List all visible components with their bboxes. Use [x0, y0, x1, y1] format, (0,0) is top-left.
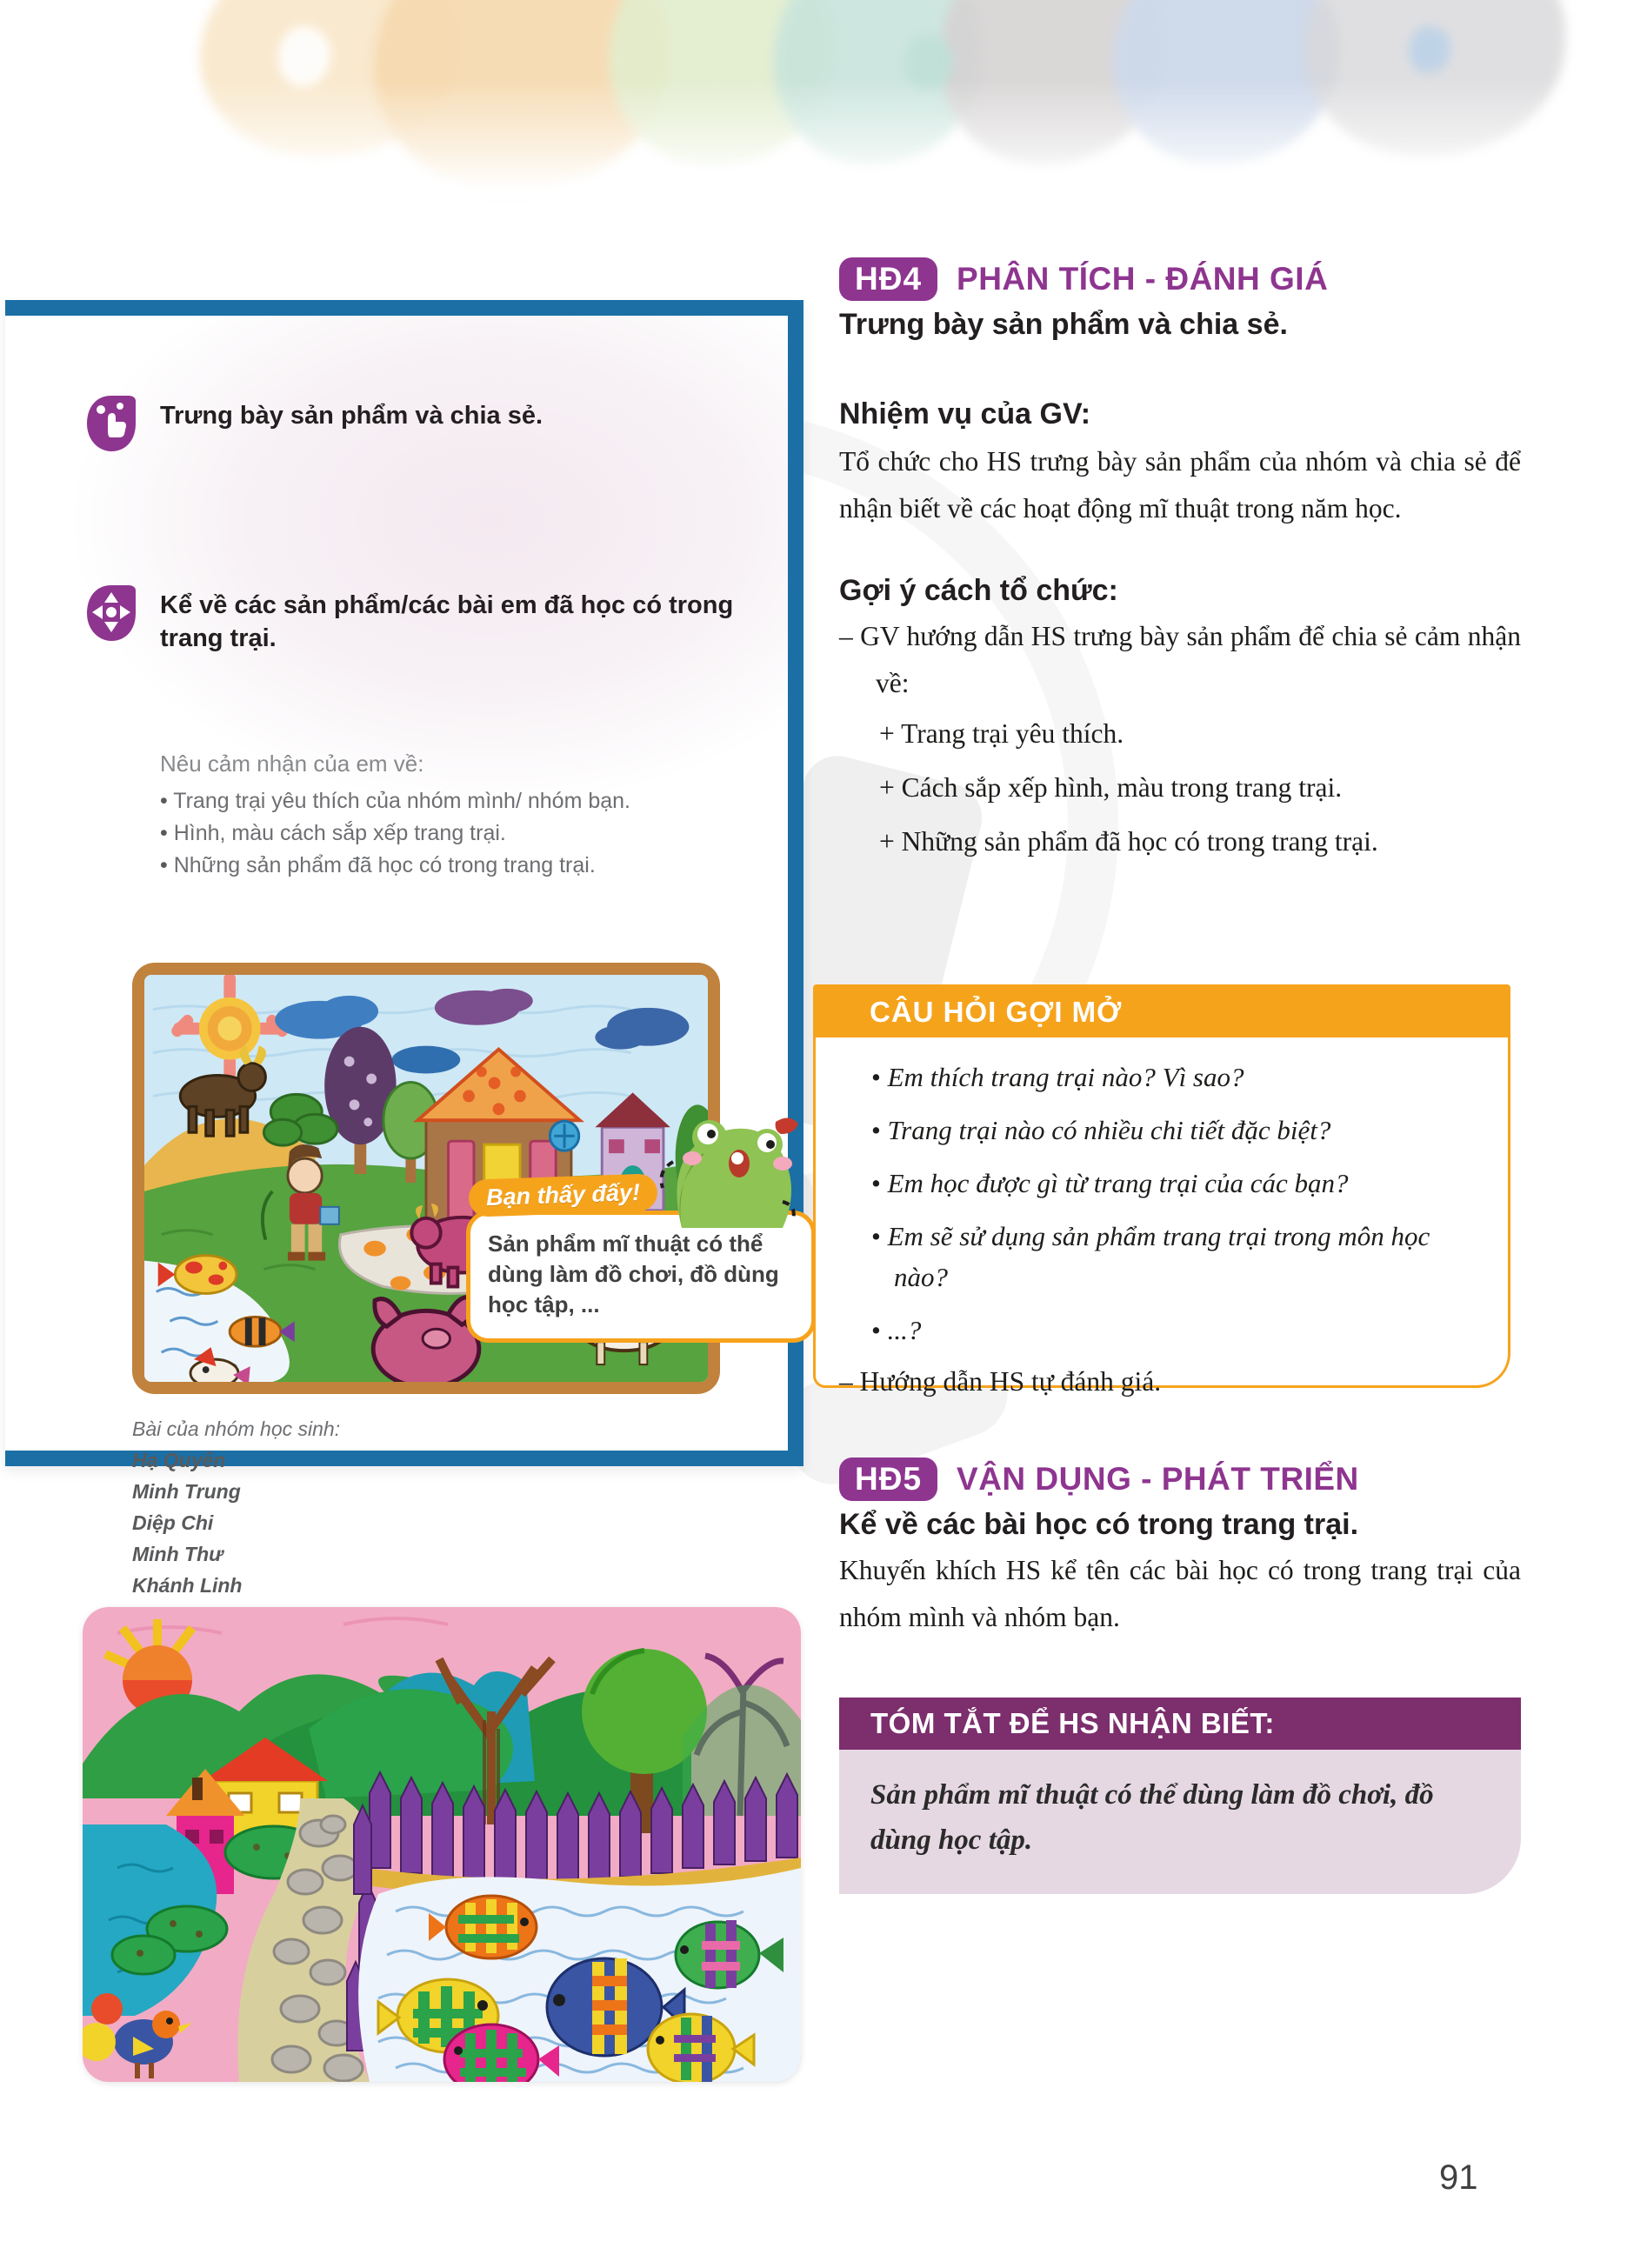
activity-share-title: Trưng bày sản phẩm và chia sẻ. — [160, 402, 543, 430]
hd5-title: VẬN DỤNG - PHÁT TRIỂN — [957, 1461, 1359, 1497]
org-item: + Những sản phẩm đã học có trong trang trại. — [879, 826, 1378, 857]
hd5-subtitle: Kể về các bài học có trong trang trại. — [839, 1508, 1359, 1541]
callout-label: Bạn thấy đấy! — [468, 1173, 657, 1217]
credit-name: Minh Thư — [132, 1543, 223, 1565]
guiding-question: • ...? — [871, 1310, 1482, 1351]
guiding-question: • Em thích trang trại nào? Vì sao? — [871, 1057, 1482, 1097]
credit-name: Diệp Chi — [132, 1511, 214, 1534]
summary-box — [839, 1698, 1521, 1894]
activity-share-intro: Nêu cảm nhận của em về: — [160, 750, 424, 777]
gv-task-heading: Nhiệm vụ của GV: — [839, 397, 1091, 430]
bullet-item: • Những sản phẩm đã học có trong trang trại. — [160, 850, 630, 882]
guiding-questions-box — [813, 984, 1510, 1388]
credit-name: Khánh Linh — [132, 1574, 243, 1597]
credit-name: Minh Trung — [132, 1480, 241, 1503]
credits-heading: Bài của nhóm học sinh: — [132, 1418, 341, 1440]
display-share-icon — [82, 392, 141, 455]
teacher-guide-column — [839, 257, 1521, 1856]
summary-box-text: Sản phẩm mĩ thuật có thể dùng làm đồ chơi, đồ dùng học tập. — [839, 1750, 1521, 1894]
activity-tell-title: Kể về các sản phẩm/các bài em đã học có trong trang trại. — [160, 591, 734, 652]
org-item: + Cách sắp xếp hình, màu trong trang trại. — [879, 772, 1343, 803]
org-heading: Gợi ý cách tổ chức: — [839, 574, 1118, 607]
hd4-badge: HĐ4 — [839, 257, 937, 301]
callout-text: Sản phẩm mĩ thuật có thể dùng làm đồ chơi, đồ dùng học tập, ... — [488, 1231, 779, 1317]
credit-name: Hạ Quyên — [132, 1449, 226, 1471]
org-lead: – GV hướng dẫn HS trưng bày sản phẩm để chia sẻ cảm nhận về: — [839, 621, 1521, 698]
student-artwork-fishpond — [83, 1607, 801, 2082]
gv-task-text: Tổ chức cho HS trưng bày sản phẩm của nhóm và chia sẻ để nhận biết về các hoạt động mĩ thuật trong năm học. — [839, 446, 1521, 524]
guiding-question: • Em sẽ sử dụng sản phẩm trang trại trong môn học nào? — [871, 1216, 1482, 1297]
bullet-item: • Hình, màu cách sắp xếp trang trại. — [160, 817, 630, 850]
artwork-credits — [132, 1413, 391, 1632]
guiding-question: • Trang trại nào có nhiều chi tiết đặc biệt? — [871, 1110, 1482, 1151]
guiding-question: • Em học được gì từ trang trại của các bạn? — [871, 1163, 1482, 1204]
hd5-header — [839, 1458, 1521, 1501]
hd5-badge: HĐ5 — [839, 1458, 937, 1501]
bullet-item: • Trang trại yêu thích của nhóm mình/ nhóm bạn. — [160, 785, 630, 817]
page-number: 91 — [1439, 2158, 1478, 2197]
self-assess-note: – Hướng dẫn HS tự đánh giá. — [839, 1366, 1162, 1397]
summary-box-header: TÓM TẮT ĐỂ HS NHẬN BIẾT: — [839, 1698, 1521, 1750]
hd5-text: Khuyến khích HS kể tên các bài học có trong trang trại của nhóm mình và nhóm bạn. — [839, 1555, 1521, 1632]
hd4-title: PHÂN TÍCH - ĐÁNH GIÁ — [957, 261, 1329, 297]
tell-about-icon — [82, 582, 141, 644]
header-decoration — [0, 0, 1627, 200]
activity-share-bullets — [160, 785, 630, 882]
hd4-header — [839, 257, 1521, 301]
org-items — [839, 707, 1521, 869]
guiding-questions-header: CÂU HỎI GỢI MỞ — [816, 987, 1508, 1037]
frog-mascot — [630, 1106, 817, 1238]
hd4-subtitle: Trưng bày sản phẩm và chia sẻ. — [839, 308, 1288, 341]
org-item: + Trang trại yêu thích. — [879, 718, 1124, 749]
